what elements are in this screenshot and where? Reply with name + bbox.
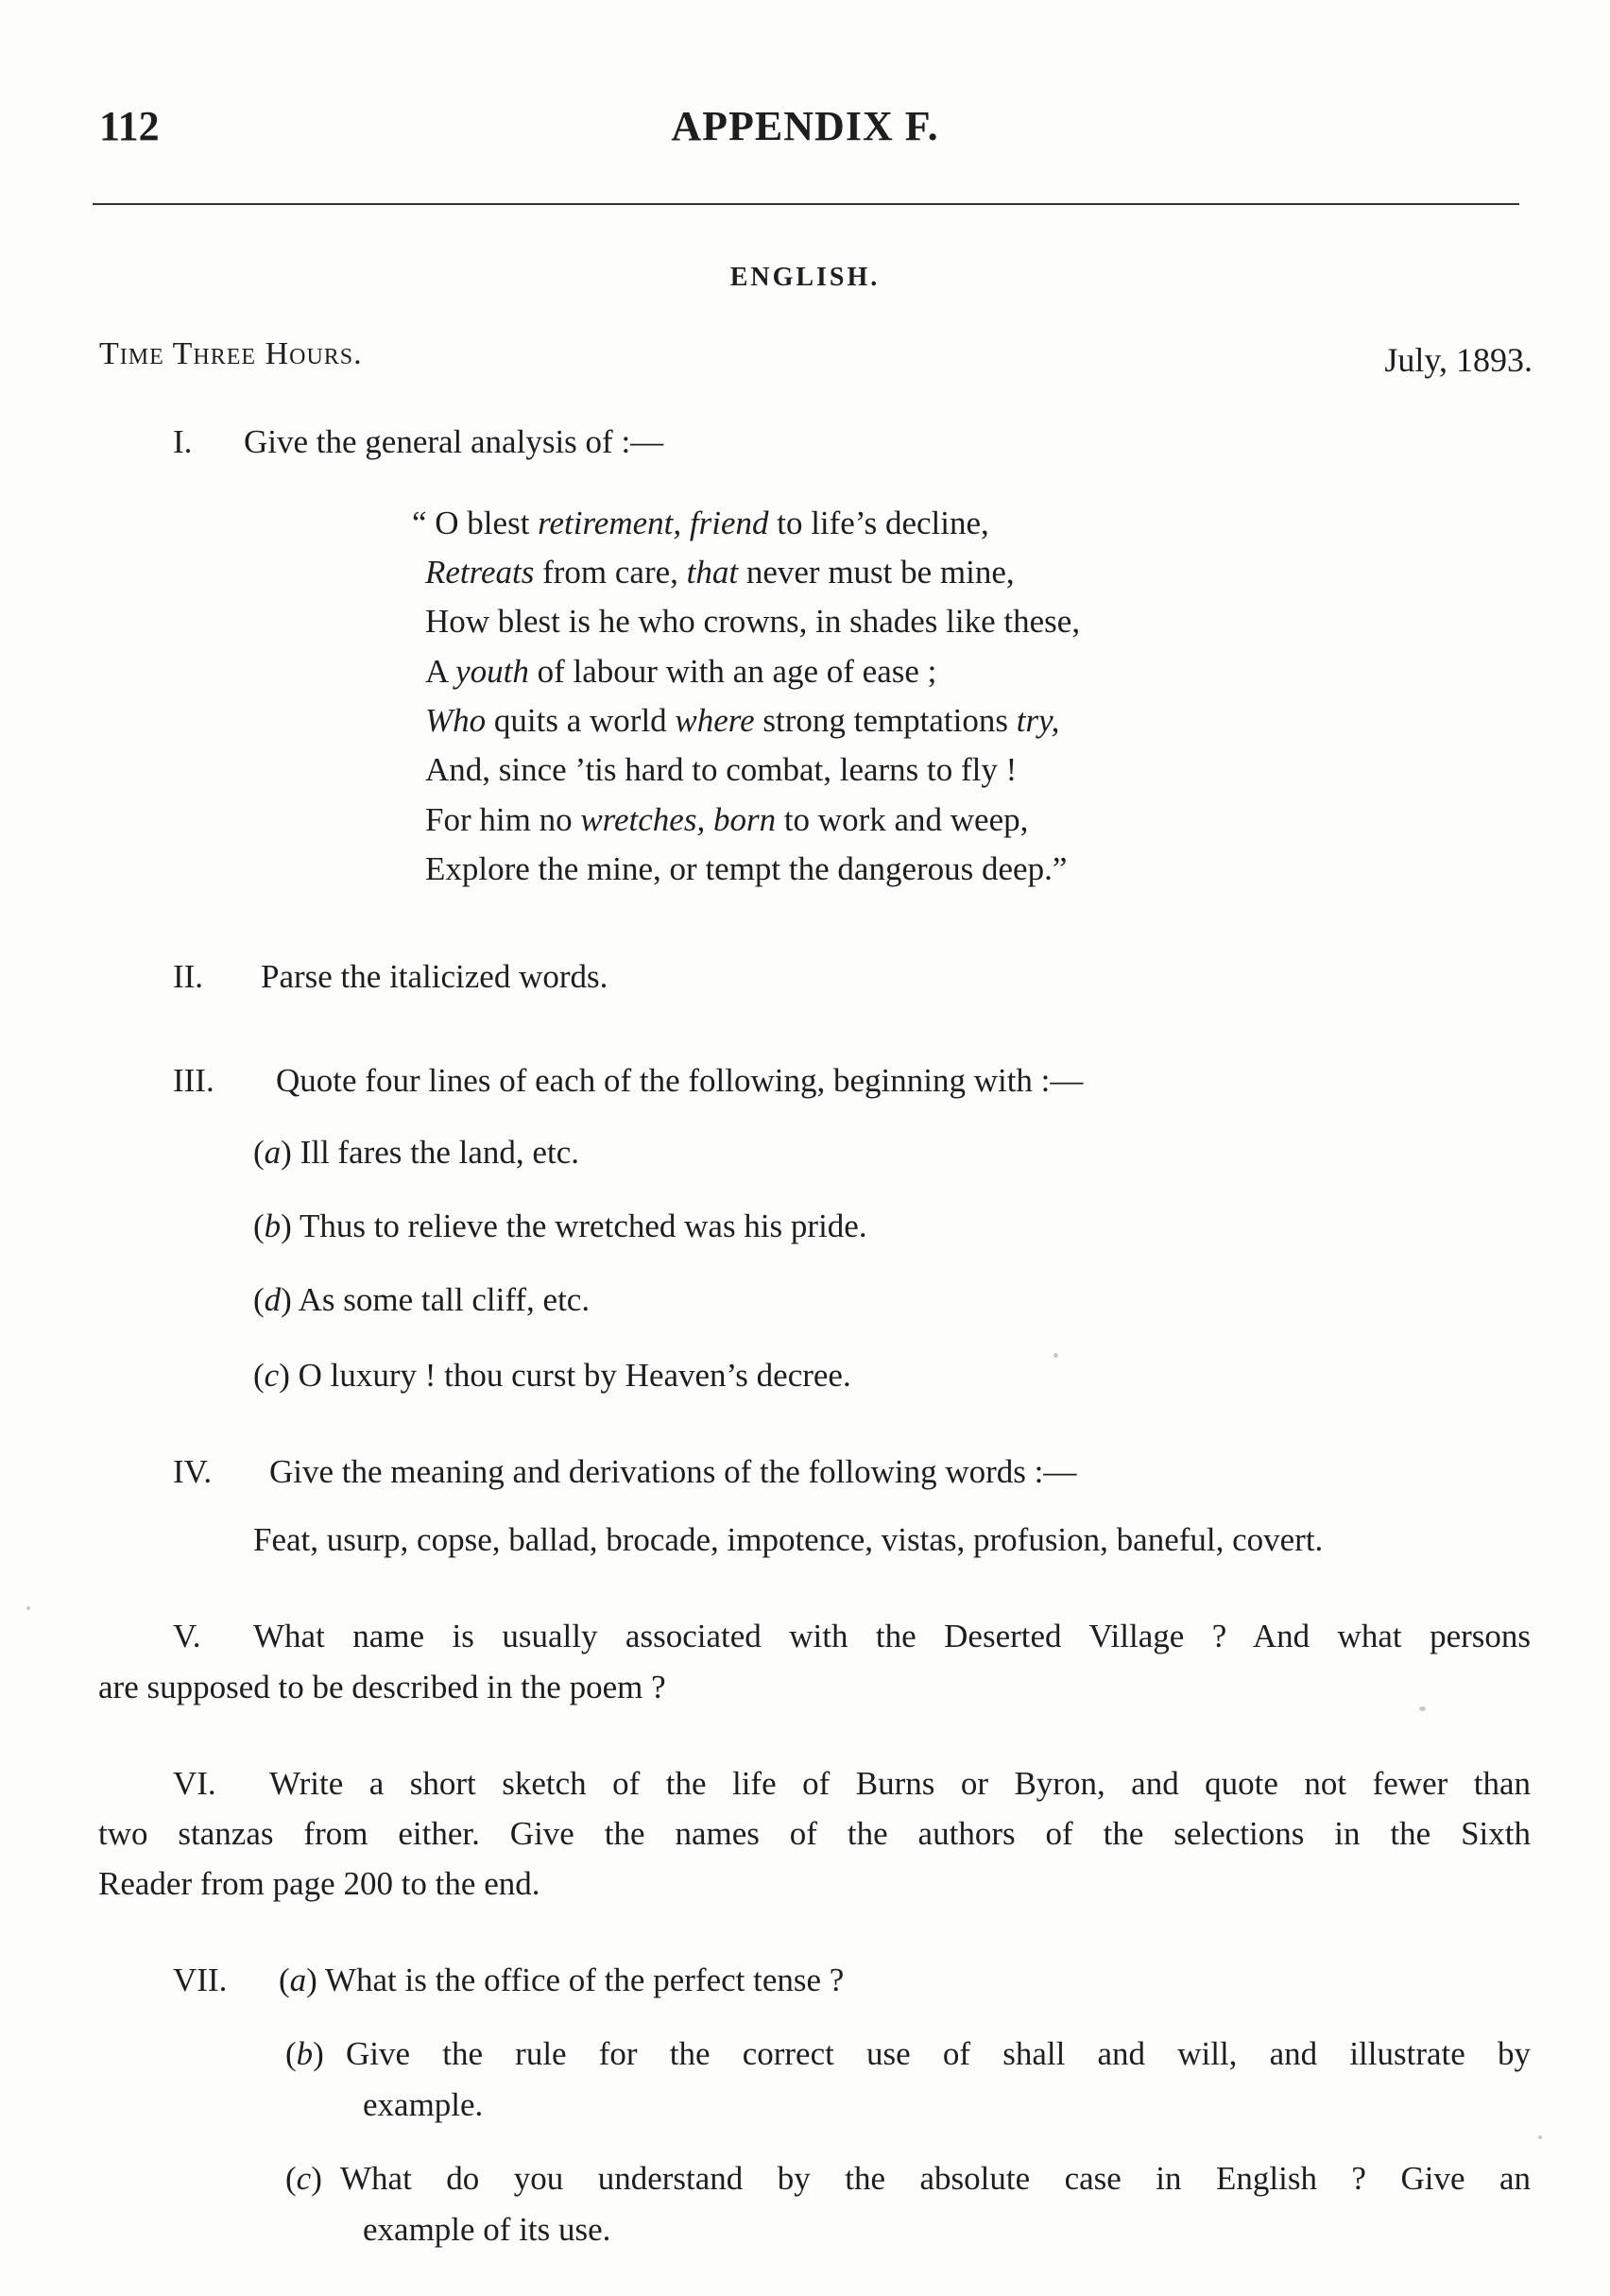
item-label: d: [264, 1281, 282, 1318]
item-label: a: [264, 1134, 282, 1171]
question-7-part-a: (a) What is the office of the perfect tense ?: [279, 1962, 845, 1998]
question-3-text: Quote four lines of each of the following, beginning with :—: [276, 1062, 1084, 1099]
question-3-item-b: (b) Thus to relieve the wretched was his pride.: [253, 1208, 867, 1244]
poem-text: to work and weep,: [776, 801, 1029, 838]
exam-date: July, 1893.: [1384, 341, 1533, 379]
poem-text: never must be mine,: [738, 554, 1015, 591]
poem-line: [425, 554, 1015, 591]
question-7-part-b-line-2: example.: [363, 2086, 484, 2123]
question-5-line-1: What name is usually associated with the Deserted Village ? And what persons: [253, 1618, 1531, 1654]
italic-word: that: [686, 554, 739, 591]
item-text: Thus to relieve the wretched was his pride.: [299, 1208, 867, 1244]
question-3-item-a: (a) Ill fares the land, etc.: [253, 1134, 579, 1171]
item-text: Ill fares the land, etc.: [300, 1134, 579, 1171]
question-3-item-c: (c) O luxury ! thou curst by Heaven’s decree.: [253, 1357, 851, 1394]
poem-text: strong temptations: [754, 702, 1017, 739]
header-rule: [93, 203, 1519, 205]
part-label: c: [296, 2160, 312, 2197]
question-7-part-b-line-1: Give the rule for the correct use of shall and will, and illustrate by: [346, 2035, 1531, 2072]
italic-word: try,: [1016, 702, 1060, 739]
print-speck: [1053, 1353, 1058, 1358]
item-label: c: [264, 1357, 280, 1394]
question-4-word-list: Feat, usurp, copse, ballad, brocade, impotence, vistas, profusion, baneful, covert.: [253, 1521, 1324, 1558]
question-6-line-1: Write a short sketch of the life of Burns or Byron, and quote not fewer than: [269, 1765, 1531, 1802]
page-number: 112: [99, 103, 160, 149]
question-2-number: II.: [173, 958, 204, 995]
italic-word: Who: [425, 702, 487, 739]
question-7-number: VII.: [173, 1962, 228, 1998]
question-3-item-d: (d) As some tall cliff, etc.: [253, 1281, 591, 1318]
question-5-number: V.: [173, 1618, 201, 1654]
poem-line: [425, 850, 1067, 888]
poem-line: [425, 801, 1028, 839]
print-speck: [1419, 1706, 1426, 1711]
poem-text: quits a world: [486, 702, 676, 739]
poem-line: [425, 702, 1059, 740]
italic-word: youth: [455, 653, 529, 690]
question-5-line-2: are supposed to be described in the poem ?: [98, 1669, 666, 1705]
italic-word: wretches,: [580, 801, 706, 838]
part-label: a: [289, 1962, 307, 1998]
question-7-part-c-line-2: example of its use.: [363, 2211, 611, 2248]
running-head: APPENDIX F.: [671, 103, 939, 149]
italic-word: retirement,: [538, 505, 682, 541]
question-1-text: Give the general analysis of :—: [244, 423, 664, 460]
question-3-number: III.: [173, 1062, 214, 1099]
question-4-number: IV.: [173, 1453, 213, 1490]
poem-text: [705, 801, 713, 838]
poem-text: How blest is he who crowns, in shades like these,: [425, 603, 1081, 640]
print-speck: [1538, 2135, 1542, 2139]
poem-text: [681, 505, 690, 541]
poem-line: [425, 603, 1080, 641]
poem-text: For him no: [425, 801, 581, 838]
item-text: As some tall cliff, etc.: [298, 1281, 591, 1318]
poem-text: And, since ’tis hard to combat, learns to fly !: [425, 751, 1018, 788]
poem-text: “ O blest: [412, 505, 539, 541]
italic-word: born: [712, 801, 777, 838]
poem-text: Explore the mine, or tempt the dangerous deep.”: [425, 850, 1068, 887]
question-7-part-b-label: (b): [285, 2035, 324, 2072]
italic-word: friend: [689, 505, 769, 541]
time-allowed: Time Three Hours.: [99, 336, 363, 371]
part-text: What is the office of the perfect tense ?: [324, 1962, 845, 1998]
question-4-text: Give the meaning and derivations of the following words :—: [269, 1453, 1077, 1490]
poem-line: [425, 751, 1017, 789]
question-6-line-2: two stanzas from either. Give the names of the authors of the selections in the Sixth: [98, 1815, 1531, 1852]
question-2-text: Parse the italicized words.: [261, 958, 608, 995]
part-label: b: [296, 2035, 314, 2072]
question-1-number: I.: [173, 423, 193, 460]
print-speck: [26, 1606, 30, 1610]
poem-text: to life’s decline,: [768, 505, 989, 541]
poem-text: of labour with an age of ease ;: [528, 653, 937, 690]
question-7-part-c-line-1: What do you understand by the absolute case in English ? Give an: [340, 2160, 1531, 2197]
poem-line: [425, 653, 936, 691]
italic-word: Retreats: [425, 554, 535, 591]
item-text: O luxury ! thou curst by Heaven’s decree.: [298, 1357, 851, 1394]
poem-line: [412, 505, 989, 542]
question-6-number: VI.: [173, 1765, 216, 1802]
question-7-part-c-label: (c): [285, 2160, 322, 2197]
poem-text: A: [425, 653, 456, 690]
question-6-line-3: Reader from page 200 to the end.: [98, 1865, 540, 1902]
poem-text: from care,: [534, 554, 687, 591]
section-title: ENGLISH.: [729, 263, 881, 292]
italic-word: where: [675, 702, 755, 739]
item-label: b: [264, 1208, 282, 1244]
